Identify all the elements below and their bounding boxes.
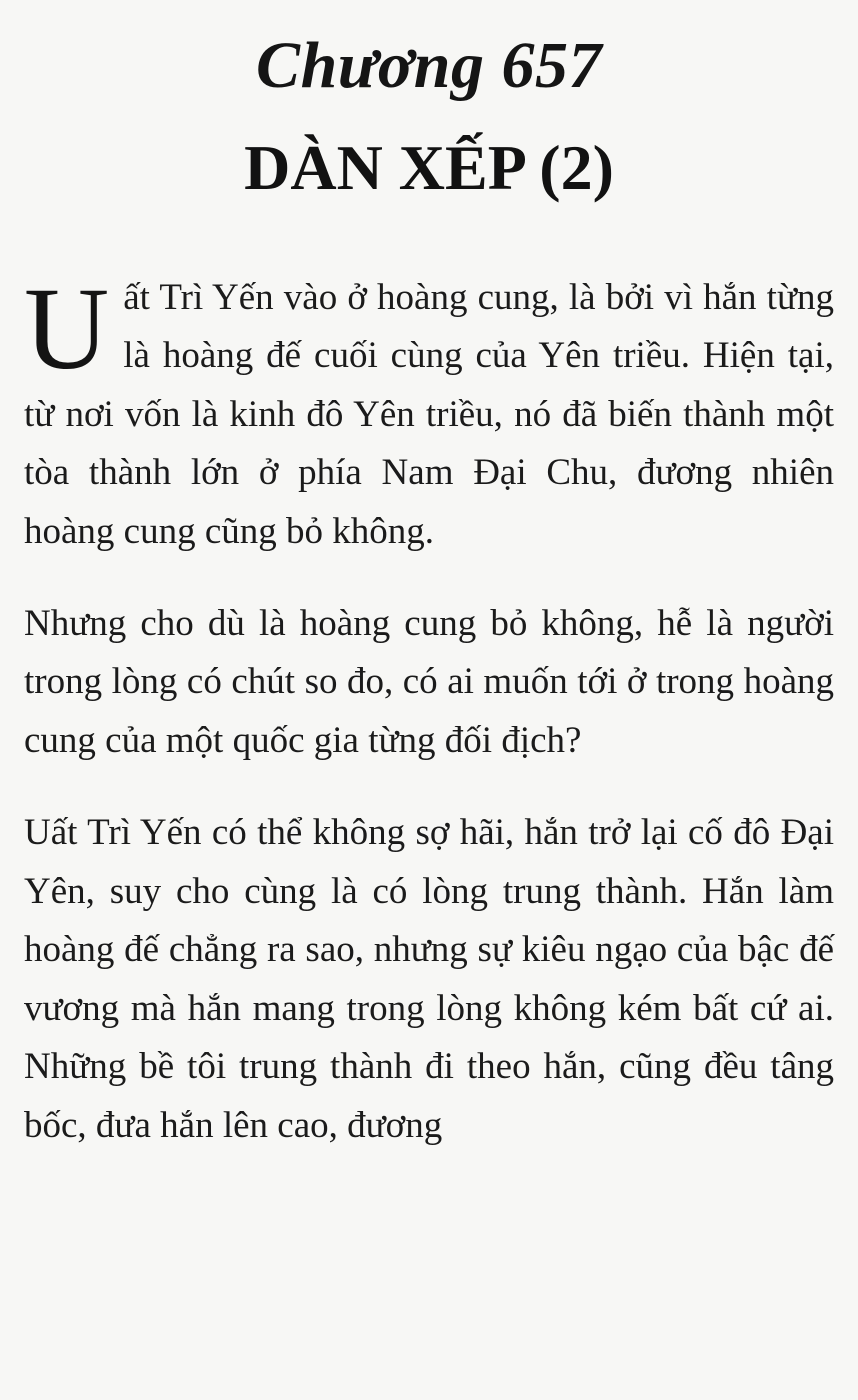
chapter-number: Chương 657 bbox=[256, 29, 602, 102]
paragraph: Uất Trì Yến vào ở hoàng cung, là bởi vì hắn từng là hoàng đế cuối cùng của Yên triều. Hiện tại, từ nơi vốn là kinh đô Yên triều, nó đã biến thành một tòa thành lớn ở phía Nam Đại Chu, đương nhiên hoàng cung cũng bỏ không. bbox=[24, 262, 834, 552]
paragraph: Nhưng cho dù là hoàng cung bỏ không, hễ là người trong lòng có chút so đo, có ai muốn tới ở trong hoàng cung của một quốc gia từng đối địch? bbox=[24, 602, 834, 761]
paragraph: Uất Trì Yến có thể không sợ hãi, hắn trở lại cố đô Đại Yên, suy cho cùng là có lòng trung thành. Hắn làm hoàng đế chẳng ra sao, nhưng sự kiêu ngạo của bậc đế vương mà hắn mang trong lòng không kém bất cứ ai. Những bề tôi trung thành đi theo hắn, cũng đều tâng bốc, đưa hắn lên cao, đương bbox=[24, 812, 834, 1146]
chapter-body bbox=[24, 262, 834, 1155]
chapter-title: DÀN XẾP (2) bbox=[244, 131, 614, 203]
